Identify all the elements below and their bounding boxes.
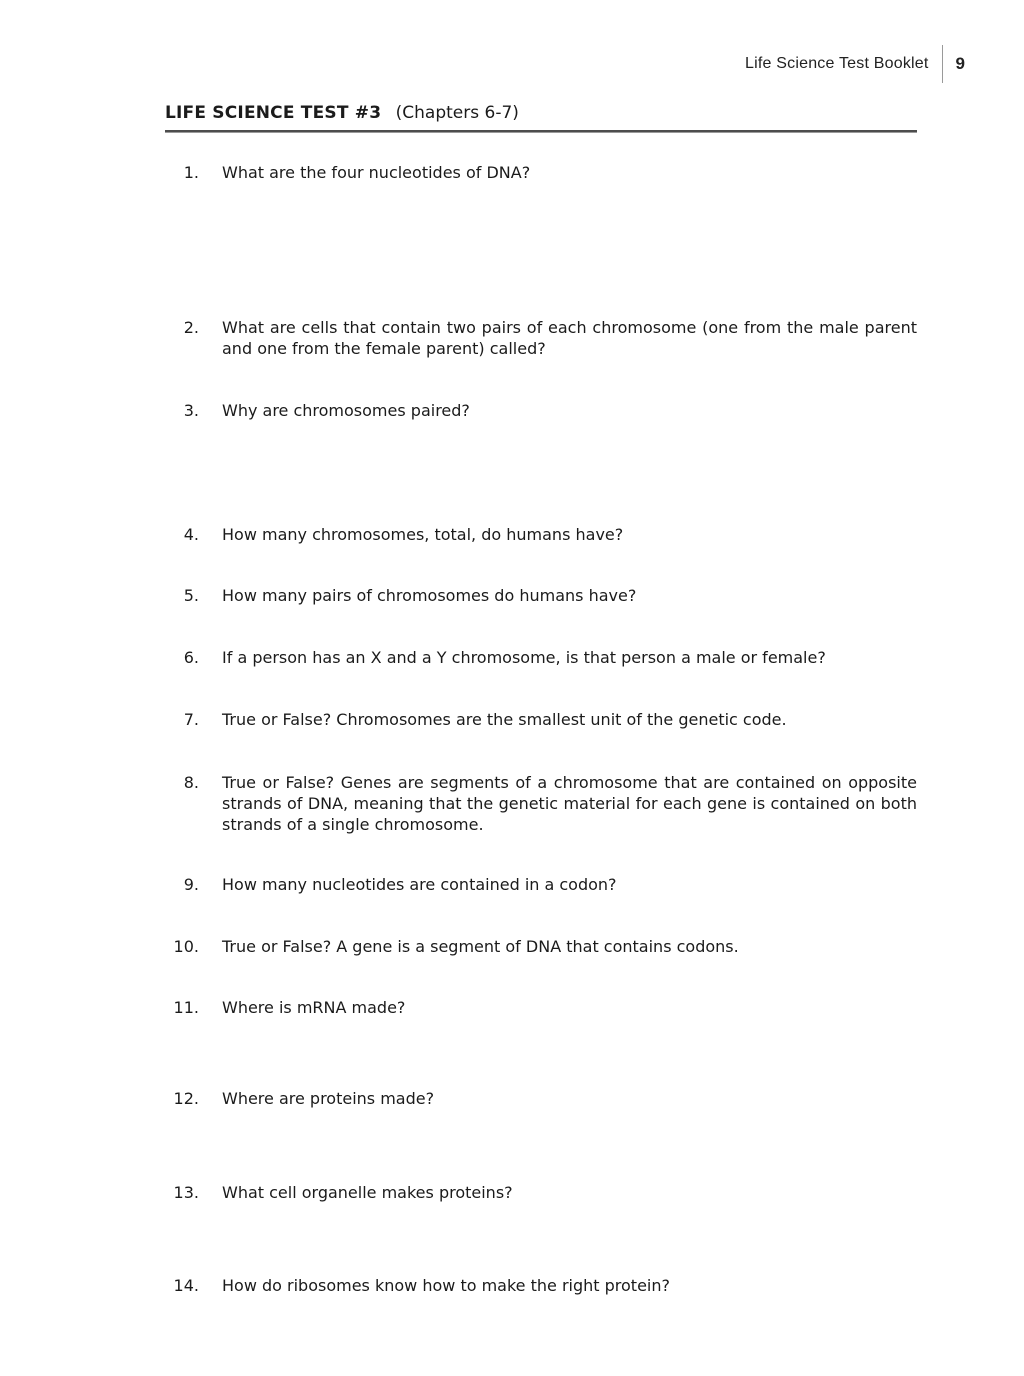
question-text: What are cells that contain two pairs of each chromosome (one from the male parent and one from the female parent) called?	[222, 318, 917, 358]
question-text: True or False? Genes are segments of a chromosome that are contained on opposite strands of DNA, meaning that the genetic material for each gene is contained on both strands of a single chromosome.	[222, 773, 917, 834]
test-title	[165, 101, 917, 125]
booklet-title: Life Science Test Booklet	[745, 55, 929, 72]
question-text: True or False? A gene is a segment of DNA that contains codons.	[222, 937, 739, 956]
page-content	[165, 101, 917, 1296]
question-number: 11.	[173, 998, 199, 1017]
question-number: 9.	[183, 875, 199, 894]
question-number: 6.	[183, 648, 199, 667]
question-item-14	[165, 1275, 917, 1296]
question-text: Where are proteins made?	[222, 1089, 435, 1108]
question-text: How many nucleotides are contained in a codon?	[222, 875, 617, 894]
question-item-3	[165, 400, 917, 421]
question-number: 14.	[173, 1276, 199, 1295]
running-header	[745, 45, 965, 83]
question-item-7	[165, 709, 917, 730]
question-number: 10.	[173, 937, 199, 956]
question-number: 3.	[183, 401, 199, 420]
questions-list	[165, 162, 917, 1296]
question-item-6	[165, 647, 917, 668]
test-title-main: LIFE SCIENCE TEST #3	[165, 103, 382, 123]
question-item-1	[165, 162, 917, 183]
question-text: How many pairs of chromosomes do humans have?	[222, 586, 637, 605]
header-divider	[942, 45, 943, 83]
page-number: 9	[955, 54, 965, 73]
question-text: What cell organelle makes proteins?	[222, 1183, 513, 1202]
question-text: True or False? Chromosomes are the smallest unit of the genetic code.	[222, 710, 787, 729]
question-number: 5.	[183, 586, 199, 605]
question-item-10	[165, 936, 917, 957]
question-text: Where is mRNA made?	[222, 998, 406, 1017]
question-number: 2.	[183, 318, 199, 337]
question-number: 8.	[183, 773, 199, 792]
test-title-chapters: (Chapters 6-7)	[395, 103, 519, 123]
question-item-12	[165, 1088, 917, 1109]
question-item-2	[165, 317, 917, 359]
question-text: How do ribosomes know how to make the right protein?	[222, 1276, 670, 1295]
question-text: What are the four nucleotides of DNA?	[222, 163, 531, 182]
question-item-8	[165, 772, 917, 835]
title-rule	[165, 130, 917, 133]
question-number: 4.	[183, 525, 199, 544]
question-number: 12.	[173, 1089, 199, 1108]
question-number: 1.	[183, 163, 199, 182]
question-text: Why are chromosomes paired?	[222, 401, 470, 420]
question-item-13	[165, 1182, 917, 1203]
question-number: 13.	[173, 1183, 199, 1202]
question-item-9	[165, 874, 917, 895]
question-item-4	[165, 524, 917, 545]
question-text: How many chromosomes, total, do humans have?	[222, 525, 624, 544]
question-item-5	[165, 585, 917, 606]
question-text: If a person has an X and a Y chromosome, is that person a male or female?	[222, 648, 826, 667]
question-number: 7.	[183, 710, 199, 729]
question-item-11	[165, 997, 917, 1018]
